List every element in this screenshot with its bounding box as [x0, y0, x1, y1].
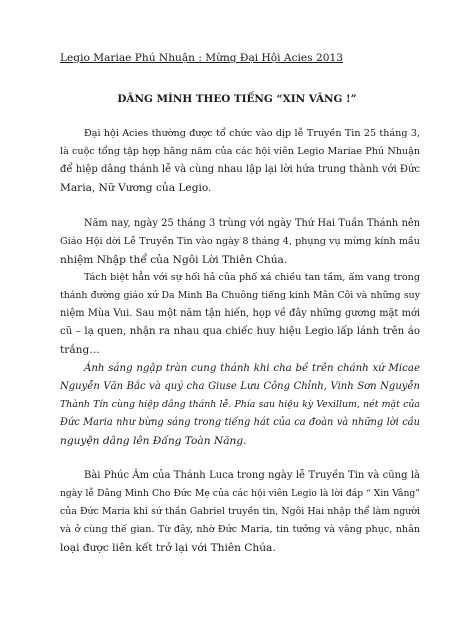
paragraph-2 — [60, 215, 420, 269]
paragraph-4 — [60, 360, 420, 450]
paragraph-line: Đức Maria như bừng sáng trong tiếng hát của ca đoàn và những lời cầu — [60, 417, 420, 428]
paragraph-line: trắng… — [60, 344, 100, 356]
paragraph-line: loại được liên kết trở lại với Thiên Chúa. — [60, 542, 276, 554]
paragraph-line: nguyện dâng lên Đấng Toàn Năng. — [60, 435, 247, 447]
paragraph-line: của Đức Maria khi sứ thần Gabriel truyền tin, Ngôi Hai nhập thể làm người — [60, 506, 420, 517]
document-title: DÂNG MÌNH THEO TIẾNG “XIN VÂNG !” — [117, 93, 357, 105]
paragraph-line: để hiệp dâng thánh lễ và cùng nhau lập lại lời hứa trung thành với Đức — [60, 164, 420, 175]
document-header: Legio Mariae Phú Nhuận : Mừng Đại Hội Acies 2013 — [60, 52, 343, 64]
paragraph-line: là cuộc tổng tập hợp hằng năm của các hội viên Legio Mariae Phú Nhuận — [60, 146, 420, 157]
paragraph-line: ngày lễ Dâng Mình Cho Đức Mẹ của các hội viên Legio là lời đáp “ Xin Vâng” — [60, 488, 420, 499]
paragraph-line: nhiệm Nhập thể của Ngôi Lời Thiên Chúa. — [60, 254, 288, 266]
paragraph-line: và ở cùng thế gian. Từ đây, nhờ Đức Maria, tin tưởng và vâng phục, nhân — [60, 524, 420, 535]
paragraph-line: Đại hội Acies thường được tổ chức vào dịp lễ Truyền Tin 25 tháng 3, — [84, 128, 420, 139]
paragraph-1 — [60, 125, 420, 197]
paragraph-3 — [60, 269, 420, 359]
paragraph-line: Năm nay, ngày 25 tháng 3 trùng với ngày Thứ Hai Tuần Thánh nên — [84, 218, 420, 229]
paragraph-line: cũ – lạ quen, nhận ra nhau qua chiếc huy hiệu Legio lấp lánh trên áo — [60, 326, 420, 337]
paragraph-line: Thành Tín cùng hiệp dâng thánh lễ. Phía sau hiệu kỳ Vexillum, nét mặt của — [60, 399, 420, 410]
paragraph-line: niệm Mùa Vui. Sau một năm tận hiến, họp về đây những gương mặt mới — [60, 308, 420, 319]
paragraph-line: thánh đường giáo xứ Da Minh Ba Chuông tiếng kinh Mân Côi và những suy — [60, 290, 420, 301]
paragraph-line: Ánh sáng ngập tràn cung thánh khi cha bề trên chánh xứ Micae — [84, 363, 420, 374]
paragraph-line: Tách biệt hẳn với sự hối hả của phố xá chiều tan tầm, ấm vang trong — [84, 272, 420, 283]
paragraph-line: Maria, Nữ Vương của Legio. — [60, 182, 212, 194]
paragraph-5 — [60, 467, 420, 557]
paragraph-line: Nguyễn Văn Bắc và quý cha Giuse Lưu Công Chỉnh, Vinh Sơn Nguyễn — [60, 381, 420, 392]
paragraph-line: Giáo Hội dời Lễ Truyền Tin vào ngày 8 tháng 4, phụng vụ mừng kính mầu — [60, 236, 420, 247]
paragraph-line: Bài Phúc Âm của Thánh Luca trong ngày lễ Truyền Tin và cũng là — [84, 470, 420, 481]
